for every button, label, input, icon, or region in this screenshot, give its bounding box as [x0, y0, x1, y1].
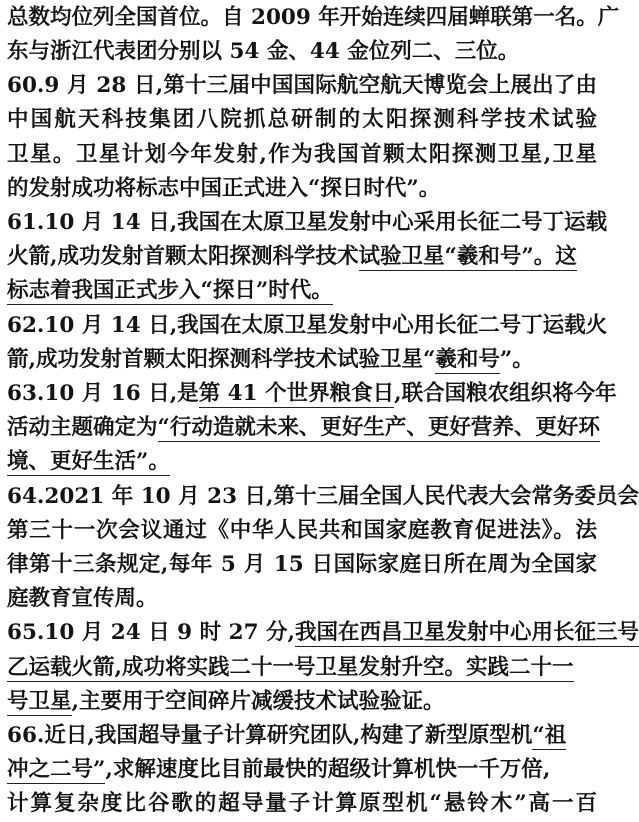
text-segment: 箭,成功发射首颗太阳探测科学技术试验卫星“	[7, 347, 436, 372]
text-segment: ”。	[499, 347, 534, 372]
text-segment: 65.10 月 24 日 9 时 27 分,	[7, 620, 296, 645]
text-line	[7, 410, 600, 446]
text-line: 庭教育宣传周。	[7, 586, 158, 611]
text-segment: 活动主题确定为	[7, 415, 158, 440]
underlined-text: 号卫星	[7, 689, 72, 714]
item-62-line: 62.10 月 14 日,我国在太原卫星发射中心用长征二号丁运载火	[7, 313, 608, 338]
text-line: 中国航天科技集团八院抓总研制的太阳探测科学技术试验	[7, 107, 597, 132]
item-66-line	[7, 718, 597, 754]
underlined-text: 第 41 个世界粮食日	[198, 381, 395, 406]
underlined-text: 实践二十一	[466, 655, 574, 680]
underlined-text: 我国在西昌卫星发射中心用长征三号	[295, 620, 639, 645]
text-line	[7, 684, 597, 720]
item-63-line	[7, 376, 617, 412]
underlined-text: “祖	[532, 723, 567, 748]
text-line	[7, 239, 597, 275]
text-line	[7, 752, 597, 788]
underlined-text: 境、更好生活”。	[7, 449, 170, 474]
text-line: 总数均位列全国首位。自 2009 年开始连续四届蝉联第一名。广	[7, 5, 620, 30]
text-segment: 火箭,成功发射首颗太阳探测科学技术	[7, 244, 359, 269]
text-segment: 66.近日,我国超导量子计算研究团队,构建了新型原型机	[7, 723, 533, 748]
text-line: 第三十一次会议通过《中华人民共和国家庭教育促进法》。法	[7, 518, 597, 543]
underlined-text: “行动造就未来、更好生产、更好营养、更好环	[157, 415, 600, 440]
underlined-text: 羲和号	[435, 347, 500, 372]
text-line: 东与浙江代表团分别以 54 金、44 金位列二、三位。	[7, 39, 520, 64]
item-64-line: 64.2021 年 10 月 23 日,第十三届全国人民代表大会常务委员会	[7, 484, 639, 509]
text-line	[7, 273, 597, 309]
item-61-line: 61.10 月 14 日,我国在太原卫星发射中心采用长征二号丁运载	[7, 210, 608, 235]
text-line: 计算复杂度比谷歌的超导量子计算原型机“悬铃木”高一百	[7, 791, 597, 816]
text-line: 律第十三条规定,每年 5 月 15 日国际家庭日所在周为全国家	[7, 552, 597, 577]
text-segment: ,求解速度比目前最快的超级计算机快一千万倍,	[105, 757, 551, 782]
item-65-line	[7, 615, 639, 651]
text-line	[7, 444, 597, 480]
text-segment: 63.10 月 16 日,是	[7, 381, 199, 406]
underlined-text: 冲之二号”	[7, 757, 106, 782]
underlined-text: 乙运载火箭,成功将实践二十一号卫星发射升空。	[7, 655, 466, 680]
text-segment: ,主要用于空间碎片减缓技术试验验证。	[71, 689, 445, 714]
text-line: 卫星。卫星计划今年发射,作为我国首颗太阳探测卫星,卫星	[7, 142, 597, 167]
text-line	[7, 650, 597, 686]
item-60-line: 60.9 月 28 日,第十三届中国国际航空航天博览会上展出了由	[7, 73, 597, 98]
text-line	[7, 342, 597, 378]
underlined-text: 标志着我国正式步入“探日”时代。	[7, 278, 333, 303]
text-line: 的发射成功将标志中国正式进入“探日时代”。	[7, 176, 441, 201]
text-segment: ,联合国粮农组织将今年	[394, 381, 617, 406]
underlined-text: 试验卫星“羲和号”。这	[358, 244, 577, 269]
